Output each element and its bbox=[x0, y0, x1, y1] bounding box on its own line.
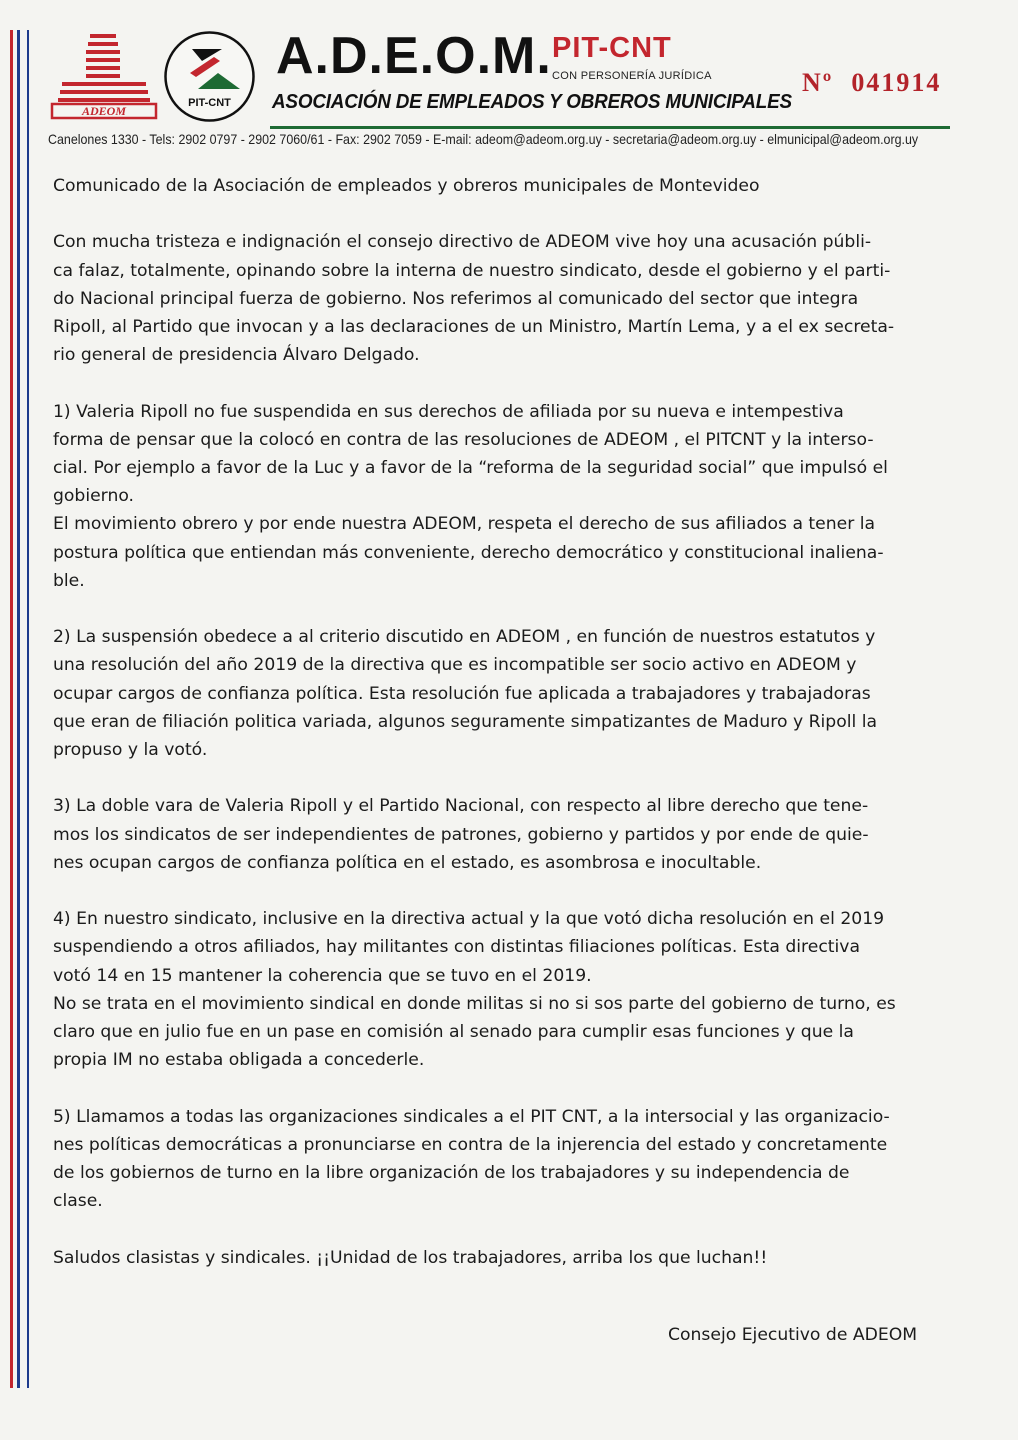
paragraph bbox=[53, 1244, 998, 1272]
serial-number-block bbox=[802, 68, 941, 98]
paragraph-gap bbox=[53, 369, 998, 397]
document-body bbox=[53, 172, 998, 1272]
text-line: ca falaz, totalmente, opinando sobre la interna de nuestro sindicato, desde el gobierno y el parti- bbox=[53, 260, 891, 281]
text-line: 3) La doble vara de Valeria Ripoll y el Partido Nacional, con respecto al libre derecho que tene- bbox=[53, 796, 869, 817]
serial-number: 041914 bbox=[851, 68, 942, 97]
pit-cnt-logo bbox=[162, 29, 257, 124]
brand-name: A.D.E.O.M. bbox=[276, 27, 552, 85]
paragraph bbox=[53, 1103, 998, 1216]
text-line: cial. Por ejemplo a favor de la Luc y a favor de la “reforma de la seguridad social” que impulsó el bbox=[53, 458, 888, 478]
text-line: 1) Valeria Ripoll no fue suspendida en sus derechos de afiliada por su nueva e intempestiva bbox=[53, 401, 844, 422]
paragraph-gap bbox=[53, 1074, 998, 1102]
text-line: suspendiendo a otros afiliados, hay militantes con distintas filiaciones políticas. Esta directiva bbox=[53, 937, 860, 958]
blue-border-stripe bbox=[17, 30, 20, 1388]
text-line: 2) La suspensión obedece a al criterio discutido en ADEOM , en función de nuestros estatutos y bbox=[53, 627, 876, 648]
blue-border-stripe-thin bbox=[27, 30, 29, 1388]
paragraph-gap bbox=[53, 200, 998, 228]
paragraph-gap bbox=[53, 595, 998, 623]
paragraph-gap bbox=[53, 764, 998, 792]
paragraph bbox=[53, 905, 998, 1074]
text-line: nes ocupan cargos de confianza política en el estado, es asombrosa e inocultable. bbox=[53, 852, 762, 873]
text-line: ble. bbox=[53, 570, 85, 591]
text-line: Con mucha tristeza e indignación el consejo directivo de ADEOM vive hoy una acusación públi- bbox=[53, 232, 872, 253]
text-line: Saludos clasistas y sindicales. ¡¡Unidad de los trabajadores, arriba los que luchan!! bbox=[53, 1247, 768, 1268]
text-line: de los gobiernos de turno en la libre organización de los trabajadores y su independencia de bbox=[53, 1163, 850, 1184]
legal-status: CON PERSONERÍA JURÍDICA bbox=[552, 70, 712, 82]
text-line: rio general de presidencia Álvaro Delgado. bbox=[53, 345, 420, 366]
paragraph-gap bbox=[53, 1215, 998, 1243]
paragraph bbox=[53, 228, 998, 369]
text-line: No se trata en el movimiento sindical en donde militas si no si sos parte del gobierno de turno, es bbox=[53, 993, 896, 1014]
text-line: Ripoll, al Partido que invocan y a las declaraciones de un Ministro, Martín Lema, y a el ex secreta- bbox=[53, 317, 895, 337]
pit-cnt-label: PIT-CNT bbox=[552, 32, 672, 64]
text-line: El movimiento obrero y por ende nuestra ADEOM, respeta el derecho de sus afiliados a tener la bbox=[53, 514, 876, 535]
text-line: clase. bbox=[53, 1191, 103, 1212]
text-line: forma de pensar que la colocó en contra de las resoluciones de ADEOM , el PITCNT y la interso- bbox=[53, 429, 874, 450]
contact-info: Canelones 1330 - Tels: 2902 0797 - 2902 7060/61 - Fax: 2902 7059 - E-mail: adeom@adeom.org.uy - secretaria@adeom.org.uy - elmunicipal@adeom.org.uy bbox=[48, 132, 919, 147]
association-name: ASOCIACIÓN DE EMPLEADOS Y OBREROS MUNICIPALES bbox=[272, 90, 792, 113]
text-line: claro que en julio fue en un pase en comisión al senado para cumplir esas funciones y que la bbox=[53, 1022, 854, 1043]
paragraph bbox=[53, 623, 998, 764]
text-line: propia IM no estaba obligada a concederle. bbox=[53, 1050, 425, 1071]
text-line: propuso y la votó. bbox=[53, 740, 208, 761]
text-line: votó 14 en 15 mantener la coherencia que se tuvo en el 2019. bbox=[53, 965, 592, 986]
paragraph bbox=[53, 792, 998, 877]
text-line: ocupar cargos de confianza política. Esta resolución fue aplicada a trabajadores y trabajadoras bbox=[53, 683, 871, 704]
text-line: 5) Llamamos a todas las organizaciones sindicales a el PIT CNT, a la intersocial y las organizacio- bbox=[53, 1106, 890, 1127]
logo-building-text: ADEOM bbox=[81, 104, 127, 118]
adeom-building-logo bbox=[48, 30, 160, 122]
document-title: Comunicado de la Asociación de empleados y obreros municipales de Montevideo bbox=[53, 176, 760, 196]
paragraph bbox=[53, 398, 998, 595]
text-line: 4) En nuestro sindicato, inclusive en la directiva actual y la que votó dicha resolución en el 2019 bbox=[53, 909, 885, 930]
letterhead bbox=[40, 24, 960, 154]
signature: Consejo Ejecutivo de ADEOM bbox=[668, 1325, 918, 1345]
serial-label: Nº bbox=[802, 68, 834, 97]
text-line: do Nacional principal fuerza de gobierno. Nos referimos al comunicado del sector que integra bbox=[53, 288, 859, 309]
red-border-stripe bbox=[10, 30, 13, 1388]
text-line: mos los sindicatos de ser independientes de patrones, gobierno y partidos y por ende de quie- bbox=[53, 824, 869, 845]
paragraph-gap bbox=[53, 877, 998, 905]
text-line: gobierno. bbox=[53, 486, 135, 507]
text-line: postura política que entiendan más conveniente, derecho democrático y constitucional inaliena- bbox=[53, 542, 884, 563]
header-divider bbox=[270, 126, 950, 129]
text-line: que eran de filiación politica variada, algunos seguramente simpatizantes de Maduro y Ripoll la bbox=[53, 711, 878, 732]
text-line: una resolución del año 2019 de la directiva que es incompatible ser socio activo en ADEOM y bbox=[53, 655, 857, 676]
logo-pitcnt-text: PIT-CNT bbox=[188, 97, 231, 109]
text-line: nes políticas democráticas a pronunciarse en contra de la injerencia del estado y concretamente bbox=[53, 1134, 888, 1155]
paragraphs bbox=[53, 200, 998, 1272]
